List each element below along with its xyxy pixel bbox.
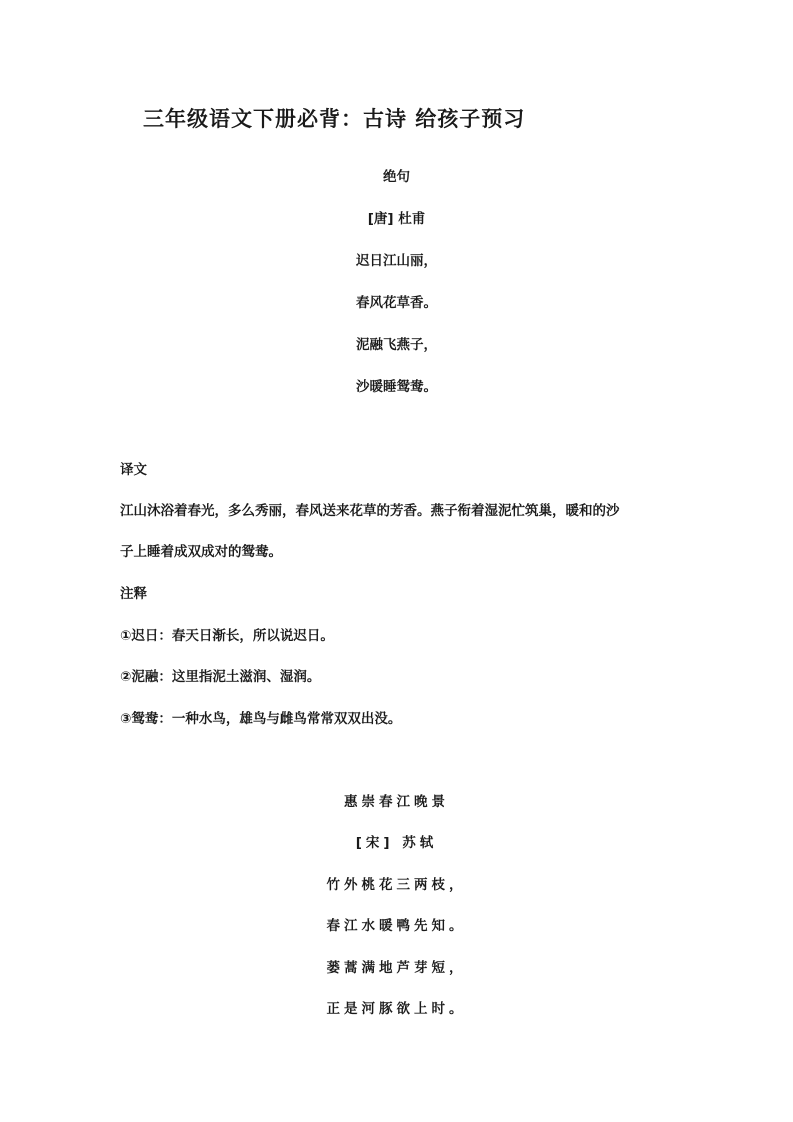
translation-line: 子上睡着成双成对的鸳鸯。 [120,544,282,560]
document-title: 三年级语文下册必背：古诗 给孩子预习 [143,107,526,131]
note-item: ②泥融：这里指泥土滋润、湿润。 [120,669,321,685]
poem2-line: 蒌蒿满地芦芽短， [326,960,467,976]
translation-line: 江山沐浴着春光，多么秀丽，春风送来花草的芳香。燕子衔着湿泥忙筑巢，暖和的沙 [120,503,620,519]
notes-heading: 注释 [120,586,147,602]
translation-heading: 译文 [120,462,147,478]
poem1-author: [唐] 杜甫 [367,211,426,227]
poem2-line: 竹外桃花三两枝， [326,877,467,893]
note-item: ①迟日：春天日渐长，所以说迟日。 [120,628,334,644]
poem1-line: 春风花草香。 [356,295,437,311]
poem1-title: 绝句 [383,169,410,185]
poem2-line: 正是河豚欲上时。 [326,1001,467,1017]
poem1-line: 泥融飞燕子， [356,337,437,353]
poem2-line: 春江水暖鸭先知。 [326,918,467,934]
poem1-line: 沙暖睡鸳鸯。 [356,379,437,395]
poem2-author: [宋] 苏轼 [355,835,438,851]
poem1-line: 迟日江山丽， [356,253,437,269]
poem2-title: 惠崇春江晚景 [344,794,449,810]
note-item: ③鸳鸯：一种水鸟，雄鸟与雌鸟常常双双出没。 [120,711,402,727]
